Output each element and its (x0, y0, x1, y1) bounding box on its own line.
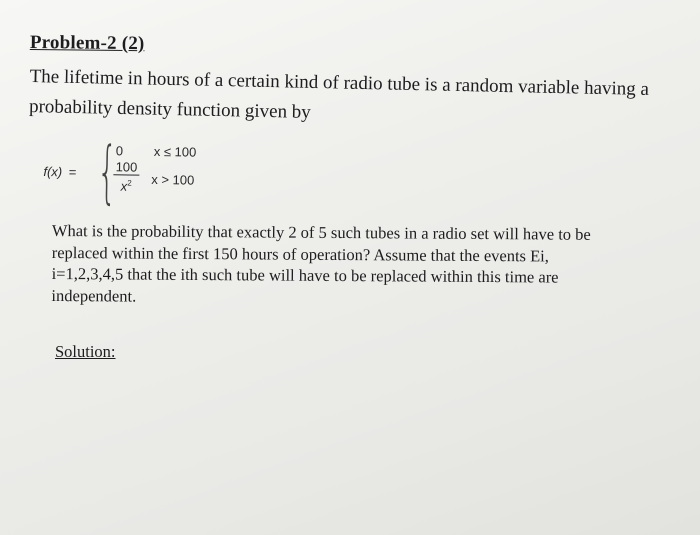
solution-label: Solution: (55, 342, 116, 361)
question-line-2: replaced within the first 150 hours of operation? Assume that the events Ei, (51, 242, 550, 265)
formula-equals: = (68, 164, 77, 180)
formula-function: f(x) (43, 163, 63, 180)
problem-question (51, 220, 672, 310)
question-line-3: i=1,2,3,4,5 that the ith such tube will have to be replaced within this time are (51, 263, 559, 287)
fraction-denominator: $x^2$ (120, 178, 132, 194)
question-line-1: What is the probability that exactly 2 of 5 such tubes in a radio set will have to be (51, 220, 591, 244)
problem-title: Problem-2 (2) (29, 32, 145, 55)
fraction-numerator: 100 (113, 159, 139, 175)
problem-intro (29, 62, 670, 135)
intro-line-2: probability density function given by (28, 95, 312, 123)
formula-lhs (43, 164, 76, 180)
intro-line-1: The lifetime in hours of a certain kind of radio tube is a random variable having a (29, 65, 650, 100)
case-2-condition: x > 100 (151, 171, 195, 188)
question-line-4: independent. (51, 285, 137, 306)
piecewise-brace-icon: { (96, 132, 118, 213)
fraction-exponent: 2 (127, 178, 132, 188)
case-1-value: 0 (115, 143, 124, 159)
case-2-fraction (113, 159, 140, 194)
case-1-condition: x ≤ 100 (153, 143, 197, 160)
pdf-formula (43, 132, 304, 213)
